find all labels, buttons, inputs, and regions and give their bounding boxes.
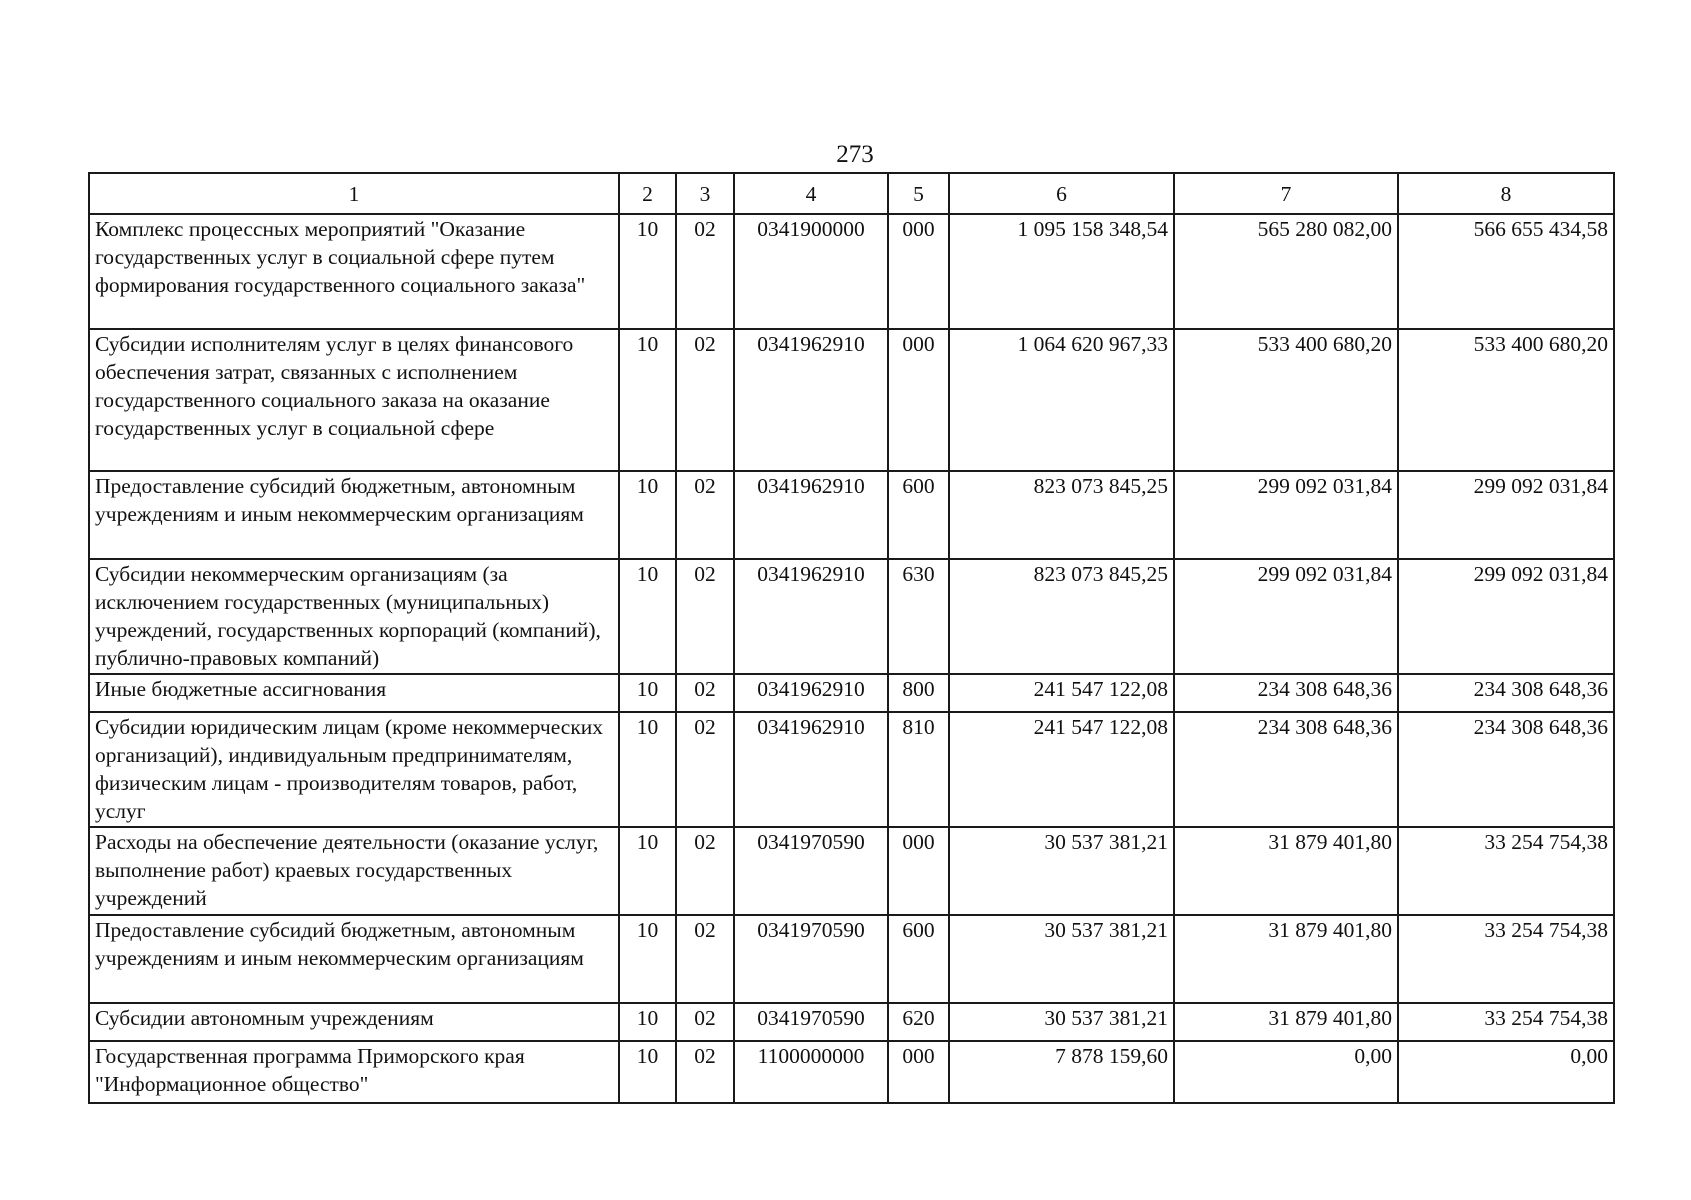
row-expense-type: 000	[888, 329, 949, 471]
table-row	[89, 214, 1614, 329]
row-amount-7: 31 879 401,80	[1174, 1003, 1398, 1041]
row-target-article: 0341970590	[734, 915, 888, 1003]
row-subsection: 02	[676, 674, 734, 712]
row-amount-8: 566 655 434,58	[1398, 214, 1614, 329]
row-amount-6: 30 537 381,21	[949, 1003, 1174, 1041]
row-amount-7: 31 879 401,80	[1174, 915, 1398, 1003]
row-amount-8: 299 092 031,84	[1398, 471, 1614, 559]
table-row	[89, 1041, 1614, 1103]
row-description: Предоставление субсидий бюджетным, автономным учреждениям и иным некоммерческим организациям	[89, 471, 619, 559]
table-row	[89, 915, 1614, 1003]
column-header-8: 8	[1398, 173, 1614, 214]
row-expense-type: 000	[888, 827, 949, 915]
row-amount-8: 234 308 648,36	[1398, 712, 1614, 827]
row-amount-7: 565 280 082,00	[1174, 214, 1398, 329]
row-amount-6: 1 095 158 348,54	[949, 214, 1174, 329]
row-target-article: 0341970590	[734, 827, 888, 915]
row-amount-6: 241 547 122,08	[949, 674, 1174, 712]
row-section: 10	[619, 329, 676, 471]
row-subsection: 02	[676, 915, 734, 1003]
row-description: Государственная программа Приморского края "Информационное общество"	[89, 1041, 619, 1103]
row-target-article: 0341970590	[734, 1003, 888, 1041]
column-header-1: 1	[89, 173, 619, 214]
row-amount-8: 533 400 680,20	[1398, 329, 1614, 471]
row-section: 10	[619, 1041, 676, 1103]
row-target-article: 0341900000	[734, 214, 888, 329]
budget-table	[88, 172, 1615, 1104]
row-expense-type: 000	[888, 1041, 949, 1103]
row-description: Комплекс процессных мероприятий "Оказание государственных услуг в социальной сфере путем формирования государственного социального заказа"	[89, 214, 619, 329]
row-amount-6: 30 537 381,21	[949, 827, 1174, 915]
row-target-article: 0341962910	[734, 559, 888, 674]
column-header-5: 5	[888, 173, 949, 214]
row-section: 10	[619, 214, 676, 329]
row-expense-type: 600	[888, 915, 949, 1003]
table-row	[89, 1003, 1614, 1041]
row-section: 10	[619, 712, 676, 827]
row-section: 10	[619, 1003, 676, 1041]
row-description: Иные бюджетные ассигнования	[89, 674, 619, 712]
row-subsection: 02	[676, 1003, 734, 1041]
row-amount-6: 823 073 845,25	[949, 471, 1174, 559]
row-subsection: 02	[676, 712, 734, 827]
row-amount-8: 299 092 031,84	[1398, 559, 1614, 674]
row-expense-type: 600	[888, 471, 949, 559]
column-header-2: 2	[619, 173, 676, 214]
row-amount-7: 533 400 680,20	[1174, 329, 1398, 471]
row-expense-type: 800	[888, 674, 949, 712]
row-section: 10	[619, 915, 676, 1003]
table-row	[89, 827, 1614, 915]
column-header-6: 6	[949, 173, 1174, 214]
table-row	[89, 471, 1614, 559]
row-description: Субсидии некоммерческим организациям (за исключением государственных (муниципальных) учреждений, государственных корпораций (компаний), публично-правовых компаний)	[89, 559, 619, 674]
table-row	[89, 559, 1614, 674]
row-subsection: 02	[676, 471, 734, 559]
row-target-article: 0341962910	[734, 329, 888, 471]
row-amount-7: 299 092 031,84	[1174, 559, 1398, 674]
row-section: 10	[619, 827, 676, 915]
row-expense-type: 810	[888, 712, 949, 827]
row-amount-6: 241 547 122,08	[949, 712, 1174, 827]
row-amount-6: 30 537 381,21	[949, 915, 1174, 1003]
table-row	[89, 329, 1614, 471]
row-expense-type: 630	[888, 559, 949, 674]
row-description: Субсидии юридическим лицам (кроме некоммерческих организаций), индивидуальным предпринимателям, физическим лицам - производителям товаров, работ, услуг	[89, 712, 619, 827]
row-amount-7: 299 092 031,84	[1174, 471, 1398, 559]
row-amount-8: 33 254 754,38	[1398, 827, 1614, 915]
row-expense-type: 620	[888, 1003, 949, 1041]
row-section: 10	[619, 471, 676, 559]
row-section: 10	[619, 674, 676, 712]
row-amount-7: 234 308 648,36	[1174, 712, 1398, 827]
row-subsection: 02	[676, 329, 734, 471]
row-section: 10	[619, 559, 676, 674]
row-description: Предоставление субсидий бюджетным, автономным учреждениям и иным некоммерческим организациям	[89, 915, 619, 1003]
row-amount-6: 7 878 159,60	[949, 1041, 1174, 1103]
row-amount-6: 1 064 620 967,33	[949, 329, 1174, 471]
row-target-article: 0341962910	[734, 471, 888, 559]
page-number: 273	[836, 141, 874, 168]
row-target-article: 0341962910	[734, 674, 888, 712]
row-amount-7: 31 879 401,80	[1174, 827, 1398, 915]
column-header-7: 7	[1174, 173, 1398, 214]
row-amount-6: 823 073 845,25	[949, 559, 1174, 674]
row-target-article: 0341962910	[734, 712, 888, 827]
column-header-3: 3	[676, 173, 734, 214]
row-amount-8: 234 308 648,36	[1398, 674, 1614, 712]
row-amount-8: 33 254 754,38	[1398, 1003, 1614, 1041]
header-row	[89, 173, 1614, 214]
row-subsection: 02	[676, 559, 734, 674]
row-amount-8: 0,00	[1398, 1041, 1614, 1103]
row-subsection: 02	[676, 1041, 734, 1103]
row-expense-type: 000	[888, 214, 949, 329]
column-header-4: 4	[734, 173, 888, 214]
row-amount-8: 33 254 754,38	[1398, 915, 1614, 1003]
row-amount-7: 0,00	[1174, 1041, 1398, 1103]
table-row	[89, 674, 1614, 712]
row-subsection: 02	[676, 214, 734, 329]
row-target-article: 1100000000	[734, 1041, 888, 1103]
row-subsection: 02	[676, 827, 734, 915]
row-amount-7: 234 308 648,36	[1174, 674, 1398, 712]
row-description: Расходы на обеспечение деятельности (оказание услуг, выполнение работ) краевых государственных учреждений	[89, 827, 619, 915]
table-row	[89, 712, 1614, 827]
row-description: Субсидии исполнителям услуг в целях финансового обеспечения затрат, связанных с исполнением государственного социального заказа на оказание государственных услуг в социальной сфере	[89, 329, 619, 471]
row-description: Субсидии автономным учреждениям	[89, 1003, 619, 1041]
